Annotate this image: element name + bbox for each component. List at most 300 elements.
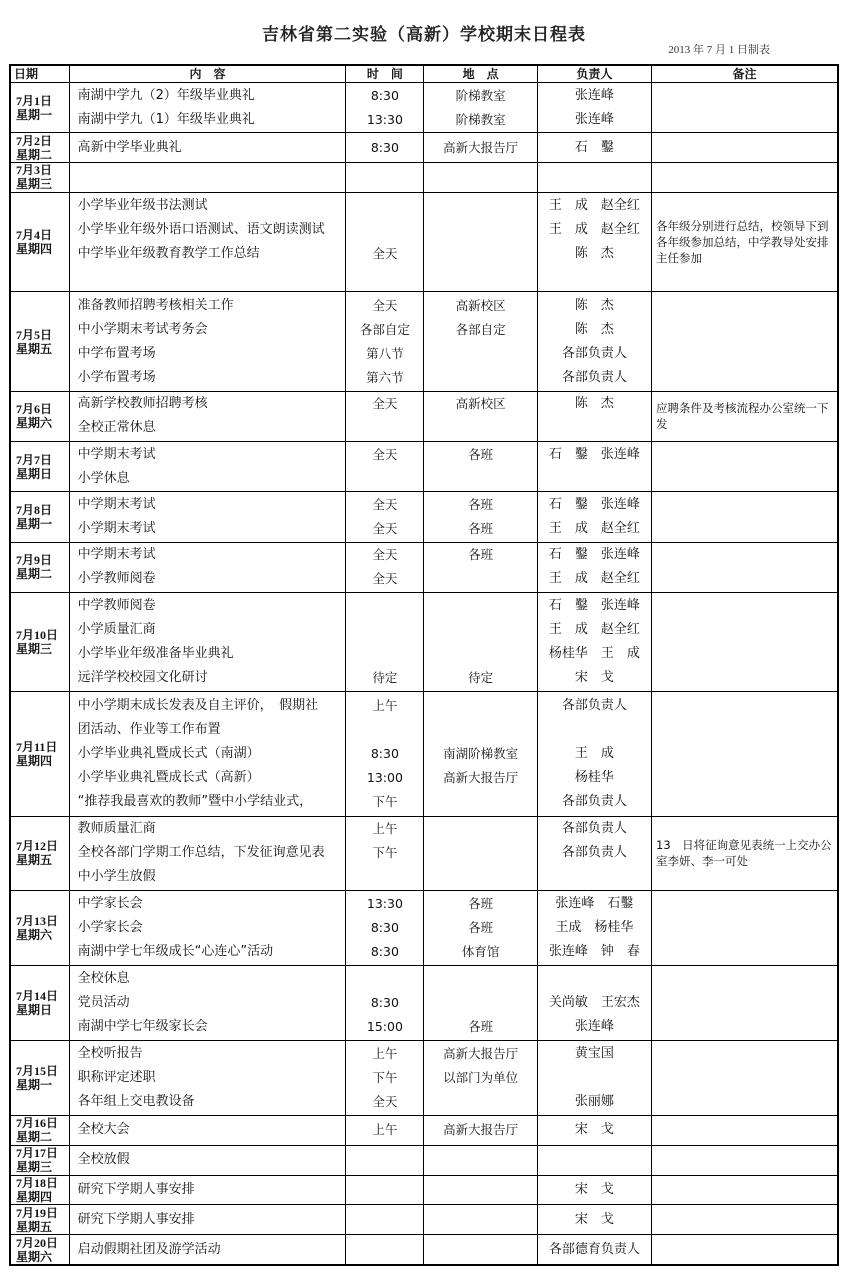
remarks-cell <box>652 1235 838 1265</box>
responsible-line <box>538 165 651 189</box>
responsible-line <box>538 1148 651 1172</box>
time-line: 全天 <box>372 396 398 412</box>
time-line: 全天 <box>372 246 398 262</box>
date-text: 7月19日 <box>16 1205 59 1220</box>
item-line <box>70 266 346 290</box>
responsible-cell <box>537 542 651 592</box>
table-header-row <box>10 65 838 83</box>
item-line: 小学教师阅卷 <box>77 571 156 587</box>
weekday-text: 星期六 <box>16 928 53 943</box>
time-line: 全天 <box>372 547 398 563</box>
item-line: 远洋学校校园文化研讨 <box>77 670 208 686</box>
date-cell <box>10 163 69 193</box>
place-line <box>424 165 536 189</box>
item-line: 准备教师招聘考核相关工作 <box>77 297 234 313</box>
responsible-line: 陈 杰 <box>574 246 614 262</box>
date-text: 7月6日 <box>16 402 53 417</box>
item-line: 中学期末考试 <box>77 547 156 563</box>
responsible-line: 陈 杰 <box>574 297 614 313</box>
place-line: 待定 <box>468 670 494 686</box>
remarks-cell <box>652 1145 838 1175</box>
time-cell <box>346 292 424 392</box>
time-cell <box>346 391 424 441</box>
time-line: 下午 <box>372 793 398 809</box>
weekday-text: 星期六 <box>16 1249 53 1264</box>
item-line: 中学毕业年级教育教学工作总结 <box>77 246 260 262</box>
responsible-cell <box>537 692 651 816</box>
item-cell <box>69 692 346 816</box>
place-line <box>424 266 536 290</box>
weekday-text: 星期一 <box>16 107 53 122</box>
time-line <box>346 1238 423 1262</box>
time-line: 13:00 <box>366 769 403 785</box>
place-cell <box>424 592 537 692</box>
item-line: 研究下学期人事安排 <box>77 1211 195 1227</box>
weekday-text: 星期五 <box>16 853 53 868</box>
responsible-line: 张丽娜 <box>574 1094 614 1110</box>
place-line: 体育馆 <box>461 944 500 960</box>
responsible-line: 宋 戈 <box>574 670 614 686</box>
place-line: 各班 <box>468 896 494 912</box>
time-line <box>346 467 423 491</box>
made-date: 2013 年 7 月 1 日制表 <box>668 44 770 56</box>
responsible-cell <box>537 133 651 163</box>
date-text: 7月3日 <box>16 163 53 178</box>
place-line <box>424 242 536 266</box>
item-line: 南湖中学七年级成长“心连心”活动 <box>77 944 274 960</box>
item-cell <box>69 1205 346 1235</box>
weekday-text: 星期三 <box>16 1160 53 1175</box>
item-line: 中学教师阅卷 <box>77 598 156 614</box>
weekday-text: 星期日 <box>16 466 53 481</box>
header-place: 地 点 <box>424 65 537 83</box>
item-line: 教师质量汇商 <box>77 821 156 837</box>
place-line <box>424 467 536 491</box>
time-line <box>346 165 423 189</box>
remarks-cell <box>652 442 838 492</box>
table-row <box>10 542 838 592</box>
time-line: 全天 <box>372 520 398 536</box>
responsible-line: 各部负责人 <box>561 369 627 385</box>
responsible-line: 宋 戈 <box>574 1211 614 1227</box>
item-cell <box>69 1175 346 1205</box>
place-line <box>424 718 536 742</box>
item-line: 中小学生放假 <box>77 869 156 885</box>
table-row <box>10 492 838 542</box>
item-cell <box>69 391 346 441</box>
time-line <box>346 967 423 991</box>
place-line <box>424 1148 536 1172</box>
time-line: 下午 <box>372 845 398 861</box>
item-line: 小学布置考场 <box>77 369 156 385</box>
time-line: 全天 <box>372 496 398 512</box>
table-row <box>10 1235 838 1265</box>
time-line: 13:30 <box>366 111 403 127</box>
place-line <box>424 967 536 991</box>
remarks-cell <box>652 966 838 1041</box>
item-line: 南湖中学七年级家长会 <box>77 1019 208 1035</box>
table-row <box>10 83 838 133</box>
date-cell <box>10 492 69 542</box>
responsible-cell <box>537 1041 651 1116</box>
responsible-line: 关尚敏 王宏杰 <box>548 995 640 1011</box>
place-cell <box>424 1235 537 1265</box>
place-line: 各班 <box>468 520 494 536</box>
header-date: 日期 <box>10 65 69 83</box>
weekday-text: 星期三 <box>16 177 53 192</box>
remarks-cell <box>652 592 838 692</box>
table-row <box>10 192 838 292</box>
place-line: 各班 <box>468 496 494 512</box>
date-text: 7月20日 <box>16 1235 59 1250</box>
place-line <box>424 1178 536 1202</box>
item-cell <box>69 891 346 966</box>
place-line <box>424 642 536 666</box>
place-cell <box>424 192 537 292</box>
table-row <box>10 1145 838 1175</box>
remarks-cell <box>652 83 838 133</box>
responsible-line: 各部负责人 <box>561 793 627 809</box>
item-cell <box>69 542 346 592</box>
remarks-cell <box>652 163 838 193</box>
date-cell <box>10 542 69 592</box>
place-line <box>424 1208 536 1232</box>
responsible-line <box>538 718 651 742</box>
table-row <box>10 816 838 891</box>
date-text: 7月5日 <box>16 327 53 342</box>
time-line: 8:30 <box>370 995 399 1011</box>
time-line: 上午 <box>372 697 398 713</box>
item-line: 小学毕业年级外语口语测试、语文朗读测试 <box>77 222 325 238</box>
item-line: 全校正常休息 <box>77 420 156 436</box>
item-line: 各年组上交电教设备 <box>77 1094 195 1110</box>
weekday-text: 星期四 <box>16 1189 53 1204</box>
place-line: 各部自定 <box>455 321 506 337</box>
date-cell <box>10 1041 69 1116</box>
item-line: 中小学期末考试考务会 <box>77 321 208 337</box>
weekday-text: 星期一 <box>16 516 53 531</box>
date-cell <box>10 83 69 133</box>
remarks-cell <box>652 816 838 891</box>
date-text: 7月10日 <box>16 628 59 643</box>
place-cell <box>424 292 537 392</box>
responsible-line <box>538 1066 651 1090</box>
time-cell <box>346 492 424 542</box>
item-cell <box>69 966 346 1041</box>
responsible-cell <box>537 292 651 392</box>
date-text: 7月16日 <box>16 1116 59 1131</box>
time-line: 上午 <box>372 821 398 837</box>
date-text: 7月9日 <box>16 553 53 568</box>
responsible-line: 张连峰 <box>574 87 614 103</box>
place-cell <box>424 816 537 891</box>
responsible-line: 宋 戈 <box>574 1122 614 1138</box>
item-line: 全校听报告 <box>77 1046 143 1062</box>
responsible-cell <box>537 592 651 692</box>
place-line: 高新校区 <box>455 396 506 412</box>
item-line: 中学期末考试 <box>77 446 156 462</box>
table-row <box>10 592 838 692</box>
place-line <box>424 865 536 889</box>
table-row <box>10 292 838 392</box>
responsible-cell <box>537 192 651 292</box>
table-row <box>10 1205 838 1235</box>
time-line: 全天 <box>372 571 398 587</box>
item-cell <box>69 1116 346 1146</box>
place-cell <box>424 391 537 441</box>
remarks-text: 各年级分别进行总结，校领导下到各年级参加总结，中学教导处安排主任参加 <box>656 219 829 266</box>
weekday-text: 星期日 <box>16 1003 53 1018</box>
time-line <box>346 416 423 440</box>
place-line <box>424 1090 536 1114</box>
date-cell <box>10 891 69 966</box>
weekday-text: 星期三 <box>16 642 53 657</box>
time-cell <box>346 442 424 492</box>
responsible-line: 黄宝国 <box>574 1046 614 1062</box>
place-line: 各班 <box>468 446 494 462</box>
header-remarks: 备注 <box>652 65 838 83</box>
time-line: 13:30 <box>366 896 403 912</box>
item-cell <box>69 192 346 292</box>
time-line <box>346 642 423 666</box>
place-line <box>424 416 536 440</box>
date-text: 7月4日 <box>16 228 53 243</box>
item-line: 小学期末考试 <box>77 520 156 536</box>
item-line: 全校放假 <box>77 1152 130 1168</box>
time-cell <box>346 542 424 592</box>
responsible-line: 各部负责人 <box>561 821 627 837</box>
responsible-cell <box>537 83 651 133</box>
item-line: 高新中学毕业典礼 <box>77 139 182 155</box>
item-line: 小学休息 <box>77 470 130 486</box>
remarks-cell <box>652 492 838 542</box>
responsible-line: 石 鑿 张连峰 <box>548 446 640 462</box>
date-cell <box>10 1235 69 1265</box>
remarks-cell <box>652 292 838 392</box>
date-text: 7月11日 <box>16 739 58 754</box>
date-cell <box>10 1175 69 1205</box>
time-cell <box>346 966 424 1041</box>
item-line: 党员活动 <box>77 995 130 1011</box>
table-row <box>10 692 838 816</box>
table-row <box>10 891 838 966</box>
responsible-line: 宋 戈 <box>574 1181 614 1197</box>
place-line <box>424 366 536 390</box>
place-cell <box>424 492 537 542</box>
responsible-cell <box>537 492 651 542</box>
remarks-cell <box>652 542 838 592</box>
place-line <box>424 1238 536 1262</box>
place-line: 各班 <box>468 547 494 563</box>
place-line <box>424 694 536 718</box>
item-line: 全校休息 <box>77 971 130 987</box>
place-line <box>424 841 536 865</box>
responsible-cell <box>537 1205 651 1235</box>
time-line <box>346 1208 423 1232</box>
time-line: 下午 <box>372 1070 398 1086</box>
time-cell <box>346 692 424 816</box>
item-cell <box>69 592 346 692</box>
time-line: 全天 <box>372 446 398 462</box>
date-cell <box>10 292 69 392</box>
item-cell <box>69 292 346 392</box>
responsible-line <box>538 467 651 491</box>
item-line: 中学布置考场 <box>77 345 156 361</box>
responsible-line: 杨桂华 王 成 <box>548 646 640 662</box>
table-row <box>10 1175 838 1205</box>
item-cell <box>69 1145 346 1175</box>
date-cell <box>10 192 69 292</box>
place-line: 阶梯教室 <box>455 87 506 103</box>
place-line <box>424 342 536 366</box>
item-line: 高新学校教师招聘考核 <box>77 396 208 412</box>
responsible-line: 陈 杰 <box>574 321 614 337</box>
time-line <box>346 194 423 218</box>
responsible-line: 王 成 赵全红 <box>548 222 640 238</box>
responsible-line: 石 鑿 张连峰 <box>548 496 640 512</box>
time-line: 8:30 <box>370 944 399 960</box>
item-line: 南湖中学九（1）年级毕业典礼 <box>77 111 255 127</box>
date-cell <box>10 133 69 163</box>
date-cell <box>10 592 69 692</box>
time-line: 第六节 <box>366 369 404 385</box>
item-line: 启动假期社团及游学活动 <box>77 1241 221 1257</box>
time-line: 全天 <box>372 1094 398 1110</box>
table-row <box>10 1041 838 1116</box>
date-text: 7月8日 <box>16 502 53 517</box>
table-row <box>10 442 838 492</box>
item-line: 小学毕业年级准备毕业典礼 <box>77 646 234 662</box>
time-cell <box>346 891 424 966</box>
responsible-line: 各部德育负责人 <box>548 1241 640 1257</box>
time-line: 8:30 <box>370 87 399 103</box>
weekday-text: 星期二 <box>16 1130 53 1145</box>
place-cell <box>424 1041 537 1116</box>
place-cell <box>424 1205 537 1235</box>
time-line: 全天 <box>372 297 398 313</box>
responsible-line: 王 成 赵全红 <box>548 520 640 536</box>
item-cell <box>69 816 346 891</box>
weekday-text: 星期五 <box>16 1219 53 1234</box>
page-title: 吉林省第二实验（高新）学校期末日程表 <box>262 25 586 45</box>
date-cell <box>10 391 69 441</box>
place-cell <box>424 1175 537 1205</box>
place-cell <box>424 891 537 966</box>
responsible-line: 石 鑿 <box>574 139 614 155</box>
item-cell <box>69 492 346 542</box>
time-line: 8:30 <box>370 745 399 761</box>
place-cell <box>424 442 537 492</box>
item-cell <box>69 83 346 133</box>
date-text: 7月17日 <box>16 1146 59 1161</box>
responsible-line: 杨桂华 <box>574 769 614 785</box>
remarks-cell <box>652 1205 838 1235</box>
responsible-line: 石 鑿 张连峰 <box>548 547 640 563</box>
item-line <box>70 165 346 189</box>
responsible-line: 王 成 <box>574 745 614 761</box>
time-cell <box>346 1205 424 1235</box>
item-line: 小学毕业典礼暨成长式（高新） <box>77 769 260 785</box>
time-line: 15:00 <box>366 1019 403 1035</box>
time-line <box>346 218 423 242</box>
place-line: 以部门为单位 <box>443 1070 519 1086</box>
time-line: 第八节 <box>366 345 404 361</box>
date-cell <box>10 966 69 1041</box>
responsible-cell <box>537 442 651 492</box>
place-line: 高新校区 <box>455 297 506 313</box>
date-text: 7月13日 <box>16 914 59 929</box>
item-cell <box>69 133 346 163</box>
item-line: 小学质量汇商 <box>77 622 156 638</box>
time-cell <box>346 592 424 692</box>
weekday-text: 星期五 <box>16 341 53 356</box>
weekday-text: 星期一 <box>16 1078 53 1093</box>
remarks-cell <box>652 1116 838 1146</box>
place-line <box>424 567 536 591</box>
time-line <box>346 865 423 889</box>
time-line: 待定 <box>372 670 398 686</box>
time-cell <box>346 133 424 163</box>
place-line <box>424 618 536 642</box>
time-cell <box>346 1116 424 1146</box>
time-cell <box>346 1145 424 1175</box>
responsible-cell <box>537 966 651 1041</box>
date-text: 7月14日 <box>16 989 59 1004</box>
table-row <box>10 163 838 193</box>
responsible-line <box>538 266 651 290</box>
responsible-cell <box>537 1175 651 1205</box>
place-line: 各班 <box>468 920 494 936</box>
header-responsible: 负责人 <box>537 65 651 83</box>
responsible-line <box>538 967 651 991</box>
item-cell <box>69 1041 346 1116</box>
time-line: 8:30 <box>370 139 399 155</box>
remarks-cell <box>652 1175 838 1205</box>
responsible-line <box>538 416 651 440</box>
responsible-cell <box>537 1116 651 1146</box>
responsible-line: 王 成 赵全红 <box>548 622 640 638</box>
place-cell <box>424 133 537 163</box>
header-time: 时 间 <box>346 65 424 83</box>
date-text: 7月1日 <box>16 93 53 108</box>
place-line: 各班 <box>468 1019 494 1035</box>
time-line <box>346 1148 423 1172</box>
responsible-line: 张连峰 钟 春 <box>548 944 640 960</box>
responsible-cell <box>537 391 651 441</box>
place-line <box>424 194 536 218</box>
time-line <box>346 1178 423 1202</box>
date-cell <box>10 1116 69 1146</box>
remarks-cell <box>652 192 838 292</box>
place-line: 高新大报告厅 <box>443 769 519 785</box>
place-line: 南湖阶梯教室 <box>443 745 519 761</box>
time-line <box>346 718 423 742</box>
date-text: 7月7日 <box>16 452 53 467</box>
place-cell <box>424 1145 537 1175</box>
responsible-line: 张连峰 <box>574 1019 614 1035</box>
time-cell <box>346 163 424 193</box>
remarks-cell <box>652 891 838 966</box>
responsible-cell <box>537 816 651 891</box>
schedule-table <box>9 64 839 1266</box>
weekday-text: 星期四 <box>16 753 53 768</box>
time-cell <box>346 192 424 292</box>
responsible-line: 各部负责人 <box>561 345 627 361</box>
place-line <box>424 817 536 841</box>
item-line: 小学毕业年级书法测试 <box>77 198 208 214</box>
time-line <box>346 266 423 290</box>
remarks-text: 13 日将征询意见表统一上交办公室李妍、李一可处 <box>656 838 832 869</box>
